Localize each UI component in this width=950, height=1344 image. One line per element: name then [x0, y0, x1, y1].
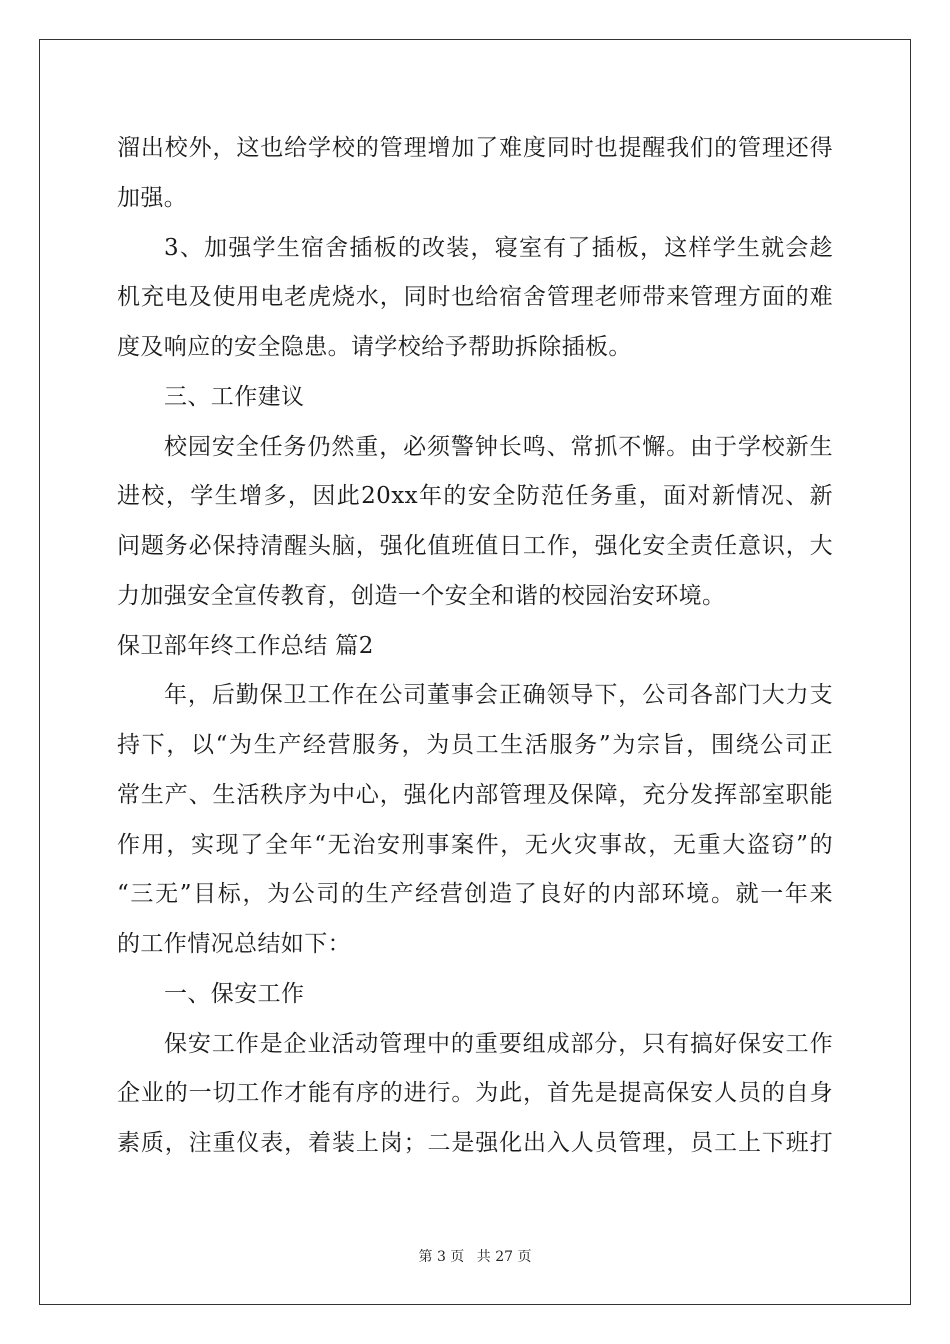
text-line: 作用，实现了全年“无治安刑事案件，无火灾事故，无重大盗窃”的	[117, 831, 833, 858]
text-line: 溜出校外，这也给学校的管理增加了难度同时也提醒我们的管理还得	[117, 135, 833, 161]
article-title: 保卫部年终工作总结 篇2	[117, 632, 374, 659]
text-line: 加强。	[117, 184, 188, 211]
text-line: 企业的一切工作才能有序的进行。为此，首先是提高保安人员的自身	[117, 1080, 833, 1107]
text-line: 保安工作是企业活动管理中的重要组成部分，只有搞好保安工作	[164, 1030, 833, 1057]
text-line: “三无”目标，为公司的生产经营创造了良好的内部环境。就一年来	[117, 881, 833, 908]
text-line: 素质，注重仪表，着装上岗；二是强化出入人员管理，员工上下班打	[117, 1130, 833, 1156]
total-pages: 共 27 页	[476, 1249, 532, 1265]
section-heading: 三、工作建议	[164, 383, 305, 410]
text-line: 年，后勤保卫工作在公司董事会正确领导下，公司各部门大力支	[164, 682, 833, 709]
text-line: 的工作情况总结如下：	[117, 931, 351, 957]
page-number: 第 3 页	[418, 1249, 465, 1265]
text-line: 校园安全任务仍然重，必须警钟长鸣、常抓不懈。由于学校新生	[164, 433, 833, 460]
text-line: 常生产、生活秩序为中心，强化内部管理及保障，充分发挥部室职能	[117, 781, 833, 808]
text-line: 进校，学生增多，因此20xx年的安全防范任务重，面对新情况、新	[117, 483, 833, 510]
document-body	[117, 124, 833, 1169]
text-line: 力加强安全宣传教育，创造一个安全和谐的校园治安环境。	[117, 582, 726, 609]
text-line: 问题务必保持清醒头脑，强化值班值日工作，强化安全责任意识，大	[117, 533, 833, 559]
text-line: 机充电及使用电老虎烧水，同时也给宿舍管理老师带来管理方面的难	[117, 284, 833, 311]
text-line: 持下，以“为生产经营服务，为员工生活服务”为宗旨，围绕公司正	[117, 732, 833, 758]
text-line: 3、加强学生宿舍插板的改装，寝室有了插板，这样学生就会趁	[164, 234, 833, 261]
section-heading: 一、保安工作	[164, 980, 305, 1007]
text-line: 度及响应的安全隐患。请学校给予帮助拆除插板。	[117, 334, 632, 360]
page-footer	[0, 1246, 950, 1266]
